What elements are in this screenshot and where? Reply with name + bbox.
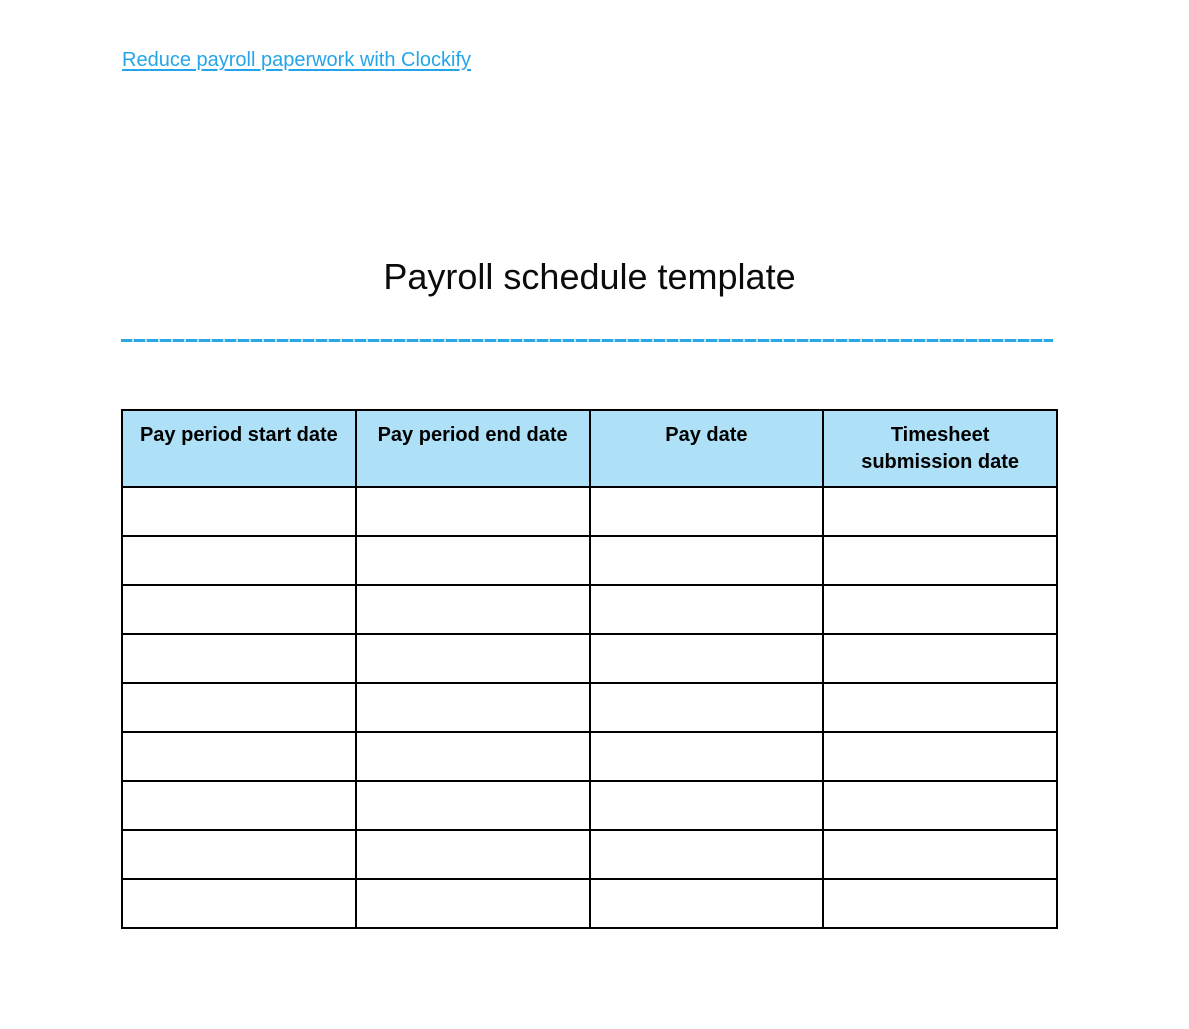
table-cell[interactable] bbox=[590, 683, 824, 732]
table-cell[interactable] bbox=[356, 585, 590, 634]
table-cell[interactable] bbox=[823, 879, 1057, 928]
table-cell[interactable] bbox=[356, 634, 590, 683]
table-cell[interactable] bbox=[823, 585, 1057, 634]
table-cell[interactable] bbox=[356, 536, 590, 585]
table-cell[interactable] bbox=[823, 536, 1057, 585]
table-cell[interactable] bbox=[122, 634, 356, 683]
table-cell[interactable] bbox=[823, 683, 1057, 732]
table-cell[interactable] bbox=[356, 879, 590, 928]
payroll-schedule-table bbox=[121, 409, 1058, 929]
table-cell[interactable] bbox=[356, 683, 590, 732]
table-body bbox=[122, 487, 1057, 928]
table-row bbox=[122, 536, 1057, 585]
table-cell[interactable] bbox=[823, 830, 1057, 879]
page-title: Payroll schedule template bbox=[383, 256, 796, 297]
table-row bbox=[122, 683, 1057, 732]
table-cell[interactable] bbox=[590, 830, 824, 879]
table-cell[interactable] bbox=[590, 732, 824, 781]
table-cell[interactable] bbox=[590, 536, 824, 585]
table-cell[interactable] bbox=[823, 732, 1057, 781]
table-cell[interactable] bbox=[122, 536, 356, 585]
divider bbox=[121, 339, 1053, 342]
header-pay-period-end-date: Pay period end date bbox=[356, 410, 590, 487]
table-cell[interactable] bbox=[823, 487, 1057, 536]
table-row bbox=[122, 634, 1057, 683]
table-row bbox=[122, 830, 1057, 879]
table-cell[interactable] bbox=[590, 585, 824, 634]
table-row bbox=[122, 487, 1057, 536]
table-header-row bbox=[122, 410, 1057, 487]
clockify-promo-link[interactable]: Reduce payroll paperwork with Clockify bbox=[122, 49, 472, 71]
table-cell[interactable] bbox=[823, 781, 1057, 830]
table-row bbox=[122, 585, 1057, 634]
table-cell[interactable] bbox=[356, 830, 590, 879]
table-cell[interactable] bbox=[590, 634, 824, 683]
table-cell[interactable] bbox=[122, 879, 356, 928]
table-cell[interactable] bbox=[356, 487, 590, 536]
table-cell[interactable] bbox=[122, 781, 356, 830]
table-cell[interactable] bbox=[590, 879, 824, 928]
table-cell[interactable] bbox=[122, 487, 356, 536]
table-cell[interactable] bbox=[122, 830, 356, 879]
table-cell[interactable] bbox=[823, 634, 1057, 683]
table-cell[interactable] bbox=[122, 585, 356, 634]
header-pay-date: Pay date bbox=[590, 410, 824, 487]
table-cell[interactable] bbox=[356, 732, 590, 781]
table-row bbox=[122, 732, 1057, 781]
table-cell[interactable] bbox=[590, 487, 824, 536]
table-cell[interactable] bbox=[356, 781, 590, 830]
table-cell[interactable] bbox=[122, 683, 356, 732]
table-row bbox=[122, 781, 1057, 830]
table-row bbox=[122, 879, 1057, 928]
header-pay-period-start-date: Pay period start date bbox=[122, 410, 356, 487]
table-cell[interactable] bbox=[590, 781, 824, 830]
table-cell[interactable] bbox=[122, 732, 356, 781]
header-timesheet-submission-date: Timesheet submission date bbox=[823, 410, 1057, 487]
